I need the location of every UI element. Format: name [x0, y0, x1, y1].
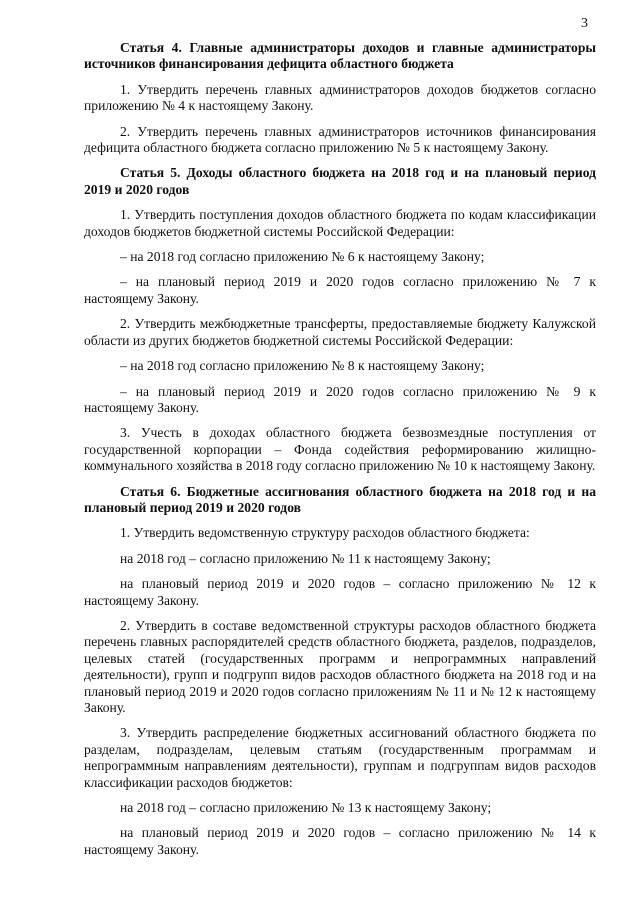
article-6-paragraph: на 2018 год – согласно приложению № 11 к настоящему Закону; [120, 550, 491, 566]
article-6-paragraph: на плановый период 2019 и 2020 годов – согласно приложению № 12 к настоящему Закону. [84, 576, 596, 608]
article-4-paragraph: 1. Утвердить перечень главных администраторов доходов бюджетов согласно приложению № 4 к настоящему Закону. [84, 81, 596, 114]
article-6-paragraph: 3. Утвердить распределение бюджетных ассигнований областного бюджета по разделам, подразделам, целевым статьям (государственным программам и непрограммным направлениям деятельности), группам и подгруппам видов расходов классификации расходов бюджетов: [84, 725, 596, 790]
article-5-paragraph: – на плановый период 2019 и 2020 годов согласно приложению № 9 к настоящему Закону. [84, 383, 596, 415]
document-body [84, 40, 596, 867]
article-6-paragraph: на плановый период 2019 и 2020 годов – согласно приложению № 14 к настоящему Закону. [84, 825, 596, 857]
page-number: 3 [581, 16, 588, 31]
article-6-title: Статья 6. Бюджетные ассигнования областного бюджета на 2018 год и на плановый период 2019 и 2020 годов [84, 483, 596, 515]
article-6-paragraph: на 2018 год – согласно приложению № 13 к настоящему Закону; [120, 800, 492, 816]
article-5-paragraph: – на 2018 год согласно приложению № 8 к настоящему Закону; [120, 358, 485, 374]
article-5-paragraph: 3. Учесть в доходах областного бюджета безвозмездные поступления от государственной корпорации – Фонда содействия реформированию жилищно-коммунального хозяйства в 2018 году согласно приложению № 10 к настоящему Закону. [84, 425, 596, 474]
article-5-paragraph: – на 2018 год согласно приложению № 6 к настоящему Закону; [120, 249, 485, 265]
article-6-paragraph: 2. Утвердить в составе ведомственной структуры расходов областного бюджета перечень главных распорядителей средств областного бюджета, разделов, подразделов, целевых статей (государственных программ и непрограммных направлений деятельности), групп и подгрупп видов расходов областного бюджета на 2018 год и на плановый период 2019 и 2020 годов согласно приложениям № 11 и № 12 к настоящему Закону. [84, 617, 596, 715]
article-5-paragraph: – на плановый период 2019 и 2020 годов согласно приложению № 7 к настоящему Закону. [84, 274, 596, 306]
article-6-paragraph: 1. Утвердить ведомственную структуру расходов областного бюджета: [120, 525, 530, 541]
article-4-title: Статья 4. Главные администраторы доходов и главные администраторы источников финансирования дефицита областного бюджета [84, 40, 596, 72]
article-5-paragraph: 2. Утвердить межбюджетные трансферты, предоставляемые бюджету Калужской области из других бюджетов бюджетной системы Российской Федерации: [84, 316, 596, 348]
article-5-title: Статья 5. Доходы областного бюджета на 2018 год и на плановый период 2019 и 2020 годов [84, 165, 596, 197]
article-4-paragraph: 2. Утвердить перечень главных администраторов источников финансирования дефицита областного бюджета согласно приложению № 5 к настоящему Закону. [84, 123, 596, 156]
article-5-paragraph: 1. Утвердить поступления доходов областного бюджета по кодам классификации доходов бюджетов бюджетной системы Российской Федерации: [84, 207, 596, 239]
